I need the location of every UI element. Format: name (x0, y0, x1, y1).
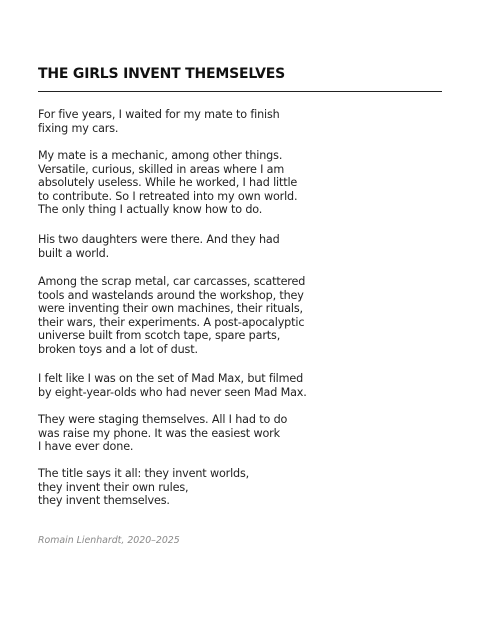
paragraph-6: They were staging themselves. All I had to do was raise my phone. It was the easiest work I have ever done. (38, 413, 288, 453)
paragraph-7: The title says it all: they invent worlds, they invent their own rules, they invent themselves. (38, 467, 250, 507)
paragraph-4: Among the scrap metal, car carcasses, scattered tools and wastelands around the workshop, they were inventing their own machines, their rituals, their wars, their experiments. A post-apocalyptic universe built from scotch tape, spare parts, broken toys and a lot of dust. (38, 275, 306, 356)
title-divider (38, 91, 442, 92)
paragraph-5: I felt like I was on the set of Mad Max, but filmed by eight-year-olds who had never seen Mad Max. (38, 372, 307, 399)
paragraph-1: For five years, I waited for my mate to finish fixing my cars. (38, 108, 280, 135)
document-page (38, 0, 442, 640)
paragraph-2: My mate is a mechanic, among other things. Versatile, curious, skilled in areas where I am absolutely useless. While he worked, I had little to contribute. So I retreated into my own world. The only thing I actually know how to do. (38, 149, 298, 216)
paragraph-3: His two daughters were there. And they had built a world. (38, 233, 280, 260)
page-title: THE GIRLS INVENT THEMSELVES (38, 66, 286, 82)
author-credit: Romain Lienhardt, 2020–2025 (38, 535, 180, 546)
